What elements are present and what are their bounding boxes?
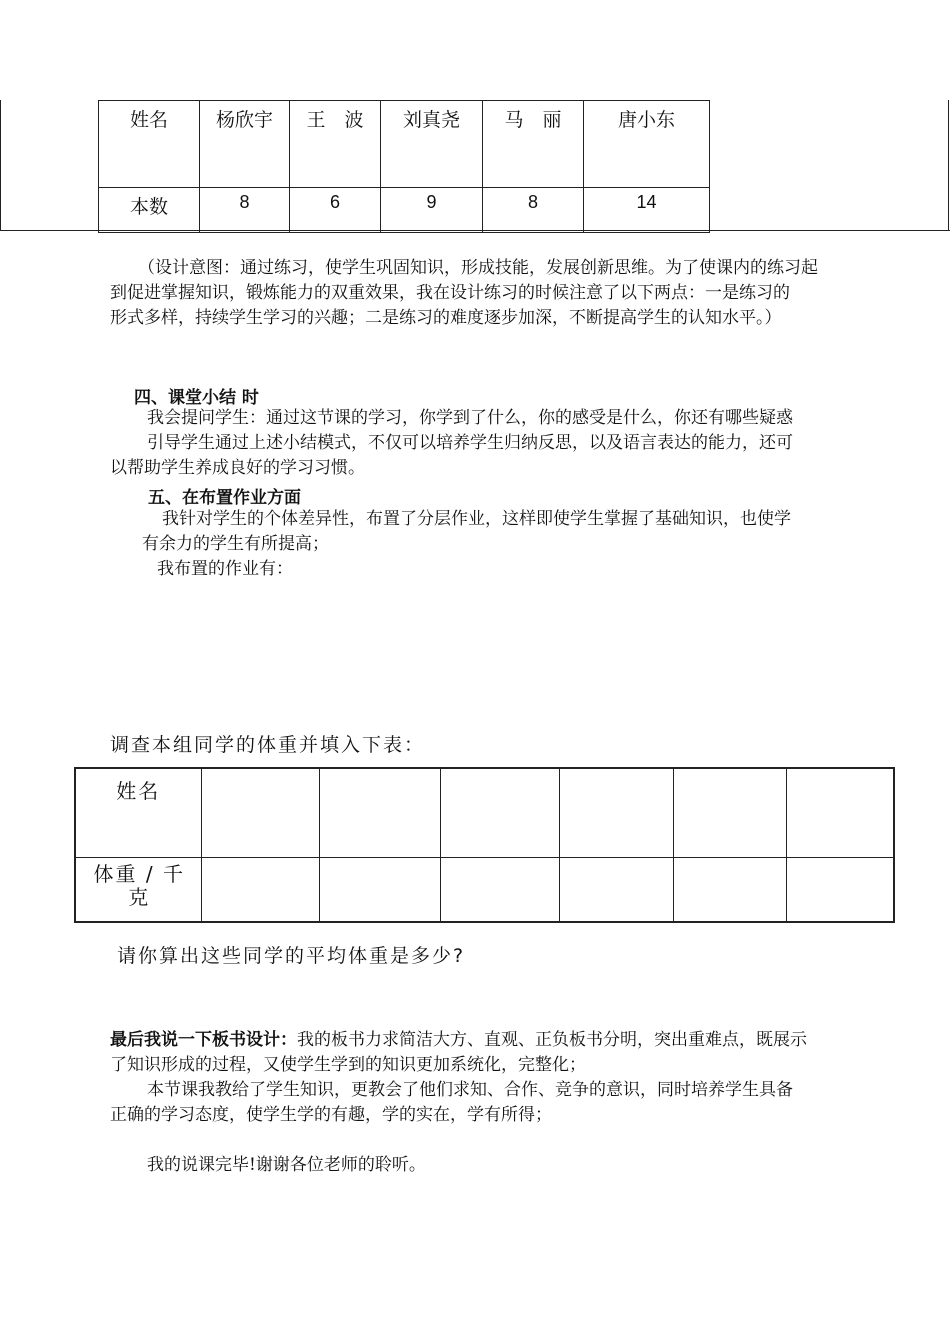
text-line: 我布置的作业有： (157, 559, 293, 579)
text-line: （设计意图：通过练习，使学生巩固知识，形成技能，发展创新思维。为了使课内的练习起 (138, 258, 818, 278)
student-name-cell: 杨欣宇 (200, 101, 290, 188)
text-line: 形式多样，持续学生学习的兴趣；二是练习的难度逐步加深，不断提高学生的认知水平。） (110, 308, 782, 328)
book-count-cell: 9 (381, 188, 483, 233)
text-line: 到促进掌握知识，锻炼能力的双重效果，我在设计练习的时候注意了以下两点：一是练习的 (110, 283, 790, 303)
board-design-label: 最后我说一下板书设计： (110, 1030, 297, 1050)
table-row (99, 188, 710, 233)
book-count-cell: 14 (584, 188, 710, 233)
name-header-cell: 姓名 (75, 768, 201, 858)
name-header-cell: 姓名 (99, 101, 200, 188)
weight-header-cell: 体重 / 千克 (75, 858, 201, 923)
empty-cell (786, 858, 894, 923)
empty-cell (201, 858, 319, 923)
text-line: 以帮助学生养成良好的学习习惯。 (110, 458, 365, 478)
board-design-paragraph (110, 1028, 807, 1128)
text-line (110, 1028, 807, 1053)
book-count-table (98, 100, 710, 233)
empty-cell (440, 768, 559, 858)
student-name-cell: 唐小东 (584, 101, 710, 188)
text-line: 我会提问学生：通过这节课的学习，你学到了什么，你的感受是什么，你还有哪些疑惑 (147, 408, 793, 428)
table-row (99, 101, 710, 188)
empty-cell (673, 768, 786, 858)
page-frame-left (0, 100, 1, 230)
text-line: 了知识形成的过程，又使学生学到的知识更加系统化，完整化； (110, 1055, 586, 1075)
section-5-heading: 五、在布置作业方面 (148, 488, 301, 508)
empty-cell (786, 768, 894, 858)
student-name-cell: 刘真尧 (381, 101, 483, 188)
empty-cell (673, 858, 786, 923)
book-count-cell: 8 (483, 188, 584, 233)
page-frame-right (948, 100, 949, 230)
empty-cell (319, 858, 440, 923)
student-name-cell: 马 丽 (483, 101, 584, 188)
design-intent-note (110, 256, 818, 331)
empty-cell (201, 768, 319, 858)
homework-instruction: 调查本组同学的体重并填入下表： (110, 734, 426, 756)
count-header-cell: 本数 (99, 188, 200, 233)
section-4-body (110, 406, 793, 481)
text-line: 本节课我教给了学生知识，更教会了他们求知、合作、竞争的意识，同时培养学生具备 (147, 1080, 793, 1100)
section-5-body (110, 507, 791, 582)
closing-remark: 我的说课完毕!谢谢各位老师的聆听。 (147, 1155, 426, 1175)
book-count-cell: 8 (200, 188, 290, 233)
text-line: 引导学生通过上述小结模式，不仅可以培养学生归纳反思，以及语言表达的能力，还可 (147, 433, 793, 453)
text-line: 我针对学生的个体差异性，布置了分层作业，这样即使学生掌握了基础知识，也使学 (162, 509, 791, 529)
table-row (75, 858, 894, 923)
empty-cell (559, 858, 673, 923)
empty-cell (559, 768, 673, 858)
board-design-text: 我的板书力求简洁大方、直观、正负板书分明，突出重难点，既展示 (297, 1030, 807, 1050)
text-line: 有余力的学生有所提高； (142, 534, 329, 554)
empty-cell (319, 768, 440, 858)
text-line: 正确的学习态度，使学生学的有趣，学的实在，学有所得； (110, 1105, 552, 1125)
book-count-cell: 6 (290, 188, 381, 233)
student-name-cell: 王 波 (290, 101, 381, 188)
section-4-heading: 四、课堂小结 时 (134, 388, 259, 408)
weight-survey-table (74, 767, 895, 923)
average-weight-question: 请你算出这些同学的平均体重是多少? (117, 945, 466, 967)
table-row (75, 768, 894, 858)
empty-cell (440, 858, 559, 923)
